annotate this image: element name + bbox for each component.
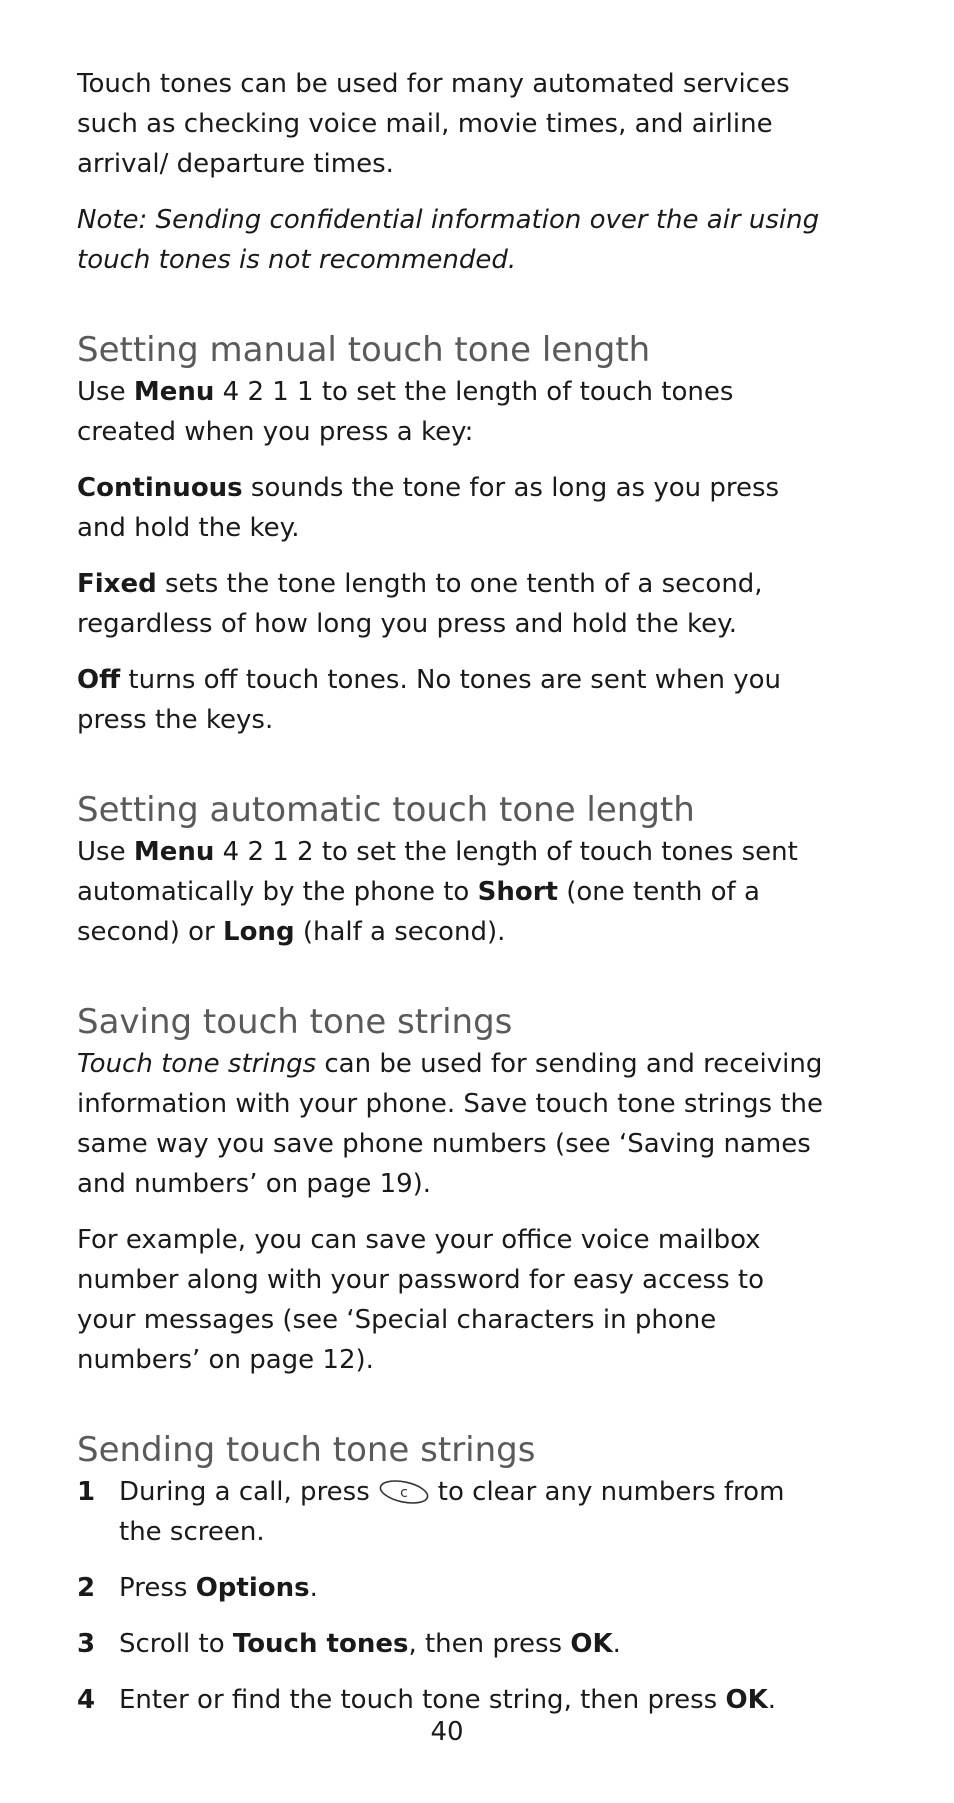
list-item bbox=[77, 1472, 829, 1552]
intro-paragraph: Touch tones can be used for many automated services such as checking voice mail, movie times, and airline arrival/ departure times. bbox=[77, 69, 790, 179]
ok-keyword: OK bbox=[570, 1629, 613, 1659]
text-segment: Use bbox=[77, 377, 134, 407]
heading-automatic-touch-tone: Setting automatic touch tone length bbox=[77, 790, 695, 830]
step-number: 2 bbox=[77, 1573, 96, 1603]
heading-saving-strings: Saving touch tone strings bbox=[77, 1002, 513, 1042]
touch-tone-strings-term: Touch tone strings bbox=[77, 1049, 317, 1079]
steps-list bbox=[77, 1472, 829, 1720]
fixed-paragraph bbox=[77, 564, 829, 644]
page-number: 40 bbox=[430, 1717, 464, 1747]
touch-tones-keyword: Touch tones bbox=[232, 1629, 409, 1659]
text-segment: sounds the tone for as long as you press and hold the key. bbox=[77, 473, 780, 543]
continuous-paragraph bbox=[77, 468, 829, 548]
text-segment: , then press bbox=[408, 1629, 571, 1659]
text-segment: can be used for sending and receiving information with your phone. Save touch tone strings the same way you save phone numbers (see ‘Saving names and numbers’ on page 19). bbox=[77, 1049, 824, 1199]
text-segment: sets the tone length to one tenth of a second, regardless of how long you press and hold the key. bbox=[77, 569, 763, 639]
continuous-term: Continuous bbox=[77, 473, 243, 503]
fixed-term: Fixed bbox=[77, 569, 157, 599]
text-segment: turns off touch tones. No tones are sent when you press the keys. bbox=[77, 665, 782, 735]
options-keyword: Options bbox=[195, 1573, 310, 1603]
text-segment: Enter or find the touch tone string, then press bbox=[119, 1685, 726, 1715]
text-segment: (half a second). bbox=[294, 917, 506, 947]
long-keyword: Long bbox=[223, 917, 295, 947]
off-term: Off bbox=[77, 665, 121, 695]
ok-keyword: OK bbox=[725, 1685, 768, 1715]
step-number: 1 bbox=[77, 1477, 96, 1507]
step-number: 3 bbox=[77, 1629, 96, 1659]
off-paragraph bbox=[77, 660, 829, 740]
heading-sending-strings: Sending touch tone strings bbox=[77, 1430, 536, 1470]
text-segment: . bbox=[612, 1629, 621, 1659]
manual-menu-paragraph bbox=[77, 372, 829, 452]
example-paragraph: For example, you can save your office voice mailbox number along with your password for easy access to your messages (see ‘Special characters in phone numbers’ on page 12). bbox=[77, 1225, 765, 1375]
menu-keyword: Menu bbox=[133, 837, 215, 867]
note-paragraph: Note: Sending confidential information over the air using touch tones is not recommended. bbox=[77, 205, 820, 275]
automatic-paragraph bbox=[77, 832, 829, 952]
text-segment: During a call, press bbox=[119, 1477, 370, 1507]
text-segment: Use bbox=[77, 837, 134, 867]
text-segment: (one tenth of a second) or bbox=[77, 877, 760, 947]
text-segment: 4 2 1 2 to set the length of touch tones sent automatically by the phone to bbox=[77, 837, 798, 907]
short-keyword: Short bbox=[477, 877, 558, 907]
step-number: 4 bbox=[77, 1685, 96, 1715]
text-segment: . bbox=[309, 1573, 318, 1603]
text-segment: . bbox=[767, 1685, 776, 1715]
list-item bbox=[77, 1624, 829, 1664]
c-key-icon bbox=[378, 1477, 430, 1503]
content-column bbox=[77, 64, 829, 1720]
text-segment: to clear any numbers from the screen. bbox=[119, 1477, 785, 1547]
svg-text:c: c bbox=[399, 1484, 408, 1501]
menu-keyword: Menu bbox=[133, 377, 215, 407]
list-item bbox=[77, 1568, 829, 1608]
saving-paragraph bbox=[77, 1044, 829, 1204]
text-segment: Scroll to bbox=[119, 1629, 233, 1659]
heading-manual-touch-tone: Setting manual touch tone length bbox=[77, 330, 651, 370]
text-segment: 4 2 1 1 to set the length of touch tones created when you press a key: bbox=[77, 377, 734, 447]
text-segment: Press bbox=[119, 1573, 196, 1603]
